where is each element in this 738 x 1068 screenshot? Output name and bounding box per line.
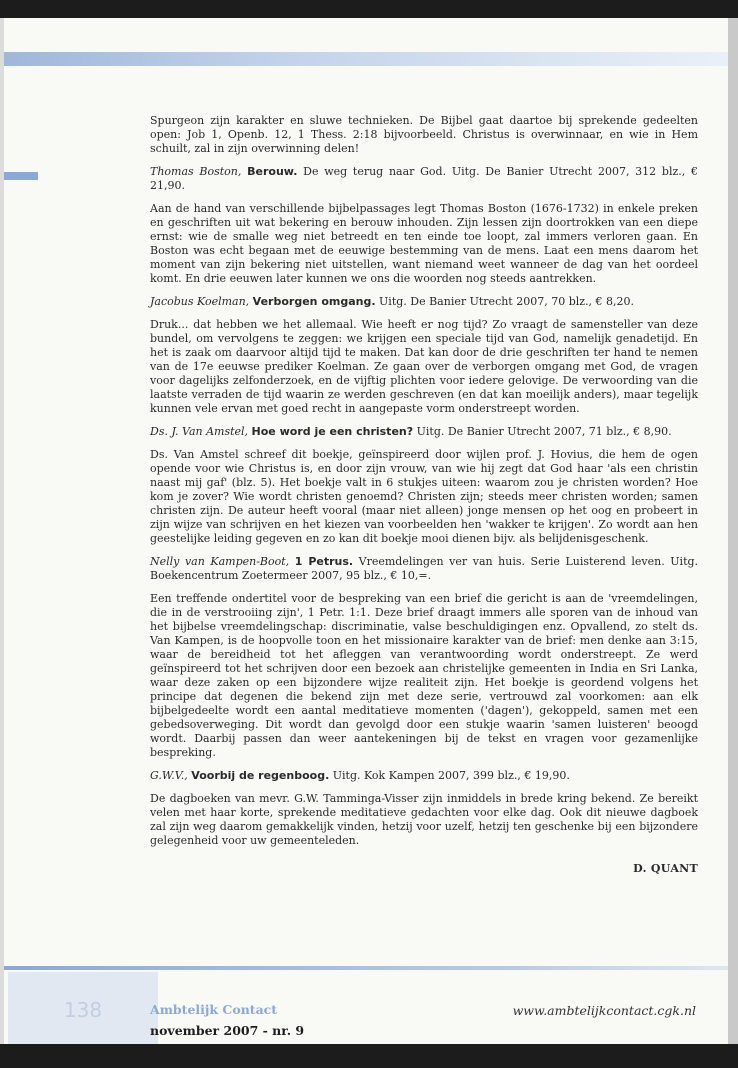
book-citation	[150, 425, 698, 439]
book-citation	[150, 769, 698, 783]
review-text: Een treffende ondertitel voor de bespreking van een brief die gericht is aan de 'vreemdelingen, die in de verstrooiing zijn', 1 Petr. 1:1. Deze brief draagt immers alle sporen van de inhoud van het bijbelse vreemdelingschap: discriminatie, valse beschuldigingen enz. Opvallend, zo stelt ds. Van Kampen, is de hoopvolle toon en het missionaire karakter van de brief: men denke aan 3:15, waar de bereidheid tot het afleggen van verantwoording wordt onderstreept. Ze werd geïnspireerd tot het schrijven door een bezoek aan christelijke gemeenten in India en Sri Lanka, waar deze zaken op een bijzondere wijze realiteit zijn. Het boekje is geordend volgens het principe dat degenen die bekend zijn met deze serie, vertrouwd zal voorkomen: aan elk bijbelgedeelte wordt een aantal meditatieve momenten ('dagen'), gekoppeld, samen met een gebedsoverweging. Dit wordt dan gevolgd door een stukje waarin 'samen luisteren' beoogd wordt. Daarbij passen dan weer aantekeningen bij de tekst en vragen voor gezamenlijke bespreking.	[150, 592, 698, 759]
intro-paragraph: Spurgeon zijn karakter en sluwe technieken. De Bijbel gaat daartoe bij sprekende gedeelten open: Job 1, Openb. 12, 1 Thess. 2:18 bijvoorbeeld. Christus is overwinnaar, en wie in Hem schuilt, zal in zijn overwinning delen!	[150, 114, 698, 155]
book-citation	[150, 295, 698, 309]
book-review	[150, 769, 698, 848]
book-review	[150, 165, 698, 286]
book-review	[150, 295, 698, 416]
book-citation	[150, 555, 698, 583]
book-title: Berouw.	[247, 165, 298, 178]
book-title: Verborgen omgang.	[252, 295, 376, 308]
book-author: Jacobus Koelman,	[150, 295, 250, 308]
book-review	[150, 425, 698, 546]
reviewer-signature: D. QUANT	[633, 862, 698, 875]
book-author: Nelly van Kampen-Boot,	[150, 555, 290, 568]
book-author: Ds. J. Van Amstel,	[150, 425, 249, 438]
book-author: G.W.V.,	[150, 769, 188, 782]
header-color-bar	[4, 52, 728, 66]
book-details: Uitg. Kok Kampen 2007, 399 blz., € 19,90.	[329, 769, 570, 782]
side-tab-marker	[4, 172, 38, 180]
review-text: De dagboeken van mevr. G.W. Tamminga-Visser zijn inmiddels in brede kring bekend. Ze bereikt velen met haar korte, sprekende meditatieve gedachten voor elke dag. Ook dit nieuwe dagboek zal zijn weg daarom gemakkelijk vinden, hetzij voor uzelf, hetzij ten geschenke bij een bijzondere gelegenheid voor uw gemeenteleden.	[150, 792, 698, 847]
magazine-page	[4, 18, 728, 1044]
book-author: Thomas Boston,	[150, 165, 242, 178]
website-url: www.ambtelijkcontact.cgk.nl	[512, 1003, 696, 1018]
footer-color-line	[4, 966, 728, 970]
book-review	[150, 555, 698, 760]
book-details: Uitg. De Banier Utrecht 2007, 70 blz., € 8,20.	[375, 295, 635, 308]
book-details: Uitg. De Banier Utrecht 2007, 71 blz., € 8,90.	[413, 425, 672, 438]
magazine-title: Ambtelijk Contact	[150, 1002, 278, 1017]
scan-top-edge	[0, 0, 738, 18]
book-title: Voorbij de regenboog.	[191, 769, 330, 782]
book-title: 1 Petrus.	[294, 555, 354, 568]
review-column	[150, 114, 698, 876]
scan-right-edge	[728, 18, 738, 1044]
page-number: 138	[8, 972, 158, 1044]
review-text: Druk... dat hebben we het allemaal. Wie heeft er nog tijd? Zo vraagt de samensteller van deze bundel, om vervolgens te zeggen: we krijgen een speciale tijd van God, namelijk genadetijd. En het is zaak om daarvoor altijd tijd te maken. Dat kan door de drie geschriften ter hand te nemen van de 17e eeuwse prediker Koelman. Ze gaan over de verborgen omgang met God, de vragen voor dagelijks zelfonderzoek, en de vijftig plichten voor iedere gelovige. De verwoording van die laatste verraden de tijd waarin ze werden geschreven (en dat kan moeilijk anders), maar tegelijk kunnen vele ervan met goed recht in aangepaste vorm onderstreept worden.	[150, 318, 698, 415]
book-details: De weg terug naar God. Uitg. De Banier Utrecht 2007, 312 blz., € 21,90.	[150, 165, 698, 192]
issue-label: november 2007 - nr. 9	[150, 1023, 305, 1038]
book-details: Vreemdelingen ver van huis. Serie Luisterend leven. Uitg. Boekencentrum Zoetermeer 2007, 95 blz., € 10,=.	[150, 555, 699, 582]
book-citation	[150, 165, 698, 193]
review-text: Ds. Van Amstel schreef dit boekje, geïnspireerd door wijlen prof. J. Hovius, die hem de ogen opende voor wie Christus is, en door zijn vrouw, van wie hij zegt dat God haar 'als een christin naast mij gaf' (blz. 5). Het boekje valt in 6 stukjes uiteen: waarom zou je christen worden? Hoe kom je zover? Wie wordt christen genoemd? Christen zijn; steeds meer christen worden; samen christen zijn. De auteur heeft vooral (maar niet alleen) jonge mensen op het oog en probeert in zijn wijze van schrijven en het kiezen van voorbeelden hen 'wakker te krijgen'. Zo wordt aan hen geestelijke leiding gegeven en zo kan dit boekje mooi dienen bijv. als belijdenisgeschenk.	[150, 448, 698, 545]
scan-bottom-edge	[0, 1044, 738, 1068]
review-text: Aan de hand van verschillende bijbelpassages legt Thomas Boston (1676-1732) in enkele preken en geschriften uit wat bekering en berouw inhouden. Zijn lessen zijn doortrokken van een diepe ernst: wie de smalle weg niet betreedt en ten einde toe loopt, zal immers verloren gaan. En Boston was echt begaan met de eeuwige bestemming van de mens. Laat een mens daarom het moment van zijn bekering niet uitstellen, want niemand weet wanneer de dag van het oordeel komt. En drie eeuwen later kunnen we ons die woorden nog steeds aantrekken.	[150, 202, 698, 285]
book-title: Hoe word je een christen?	[251, 425, 414, 438]
